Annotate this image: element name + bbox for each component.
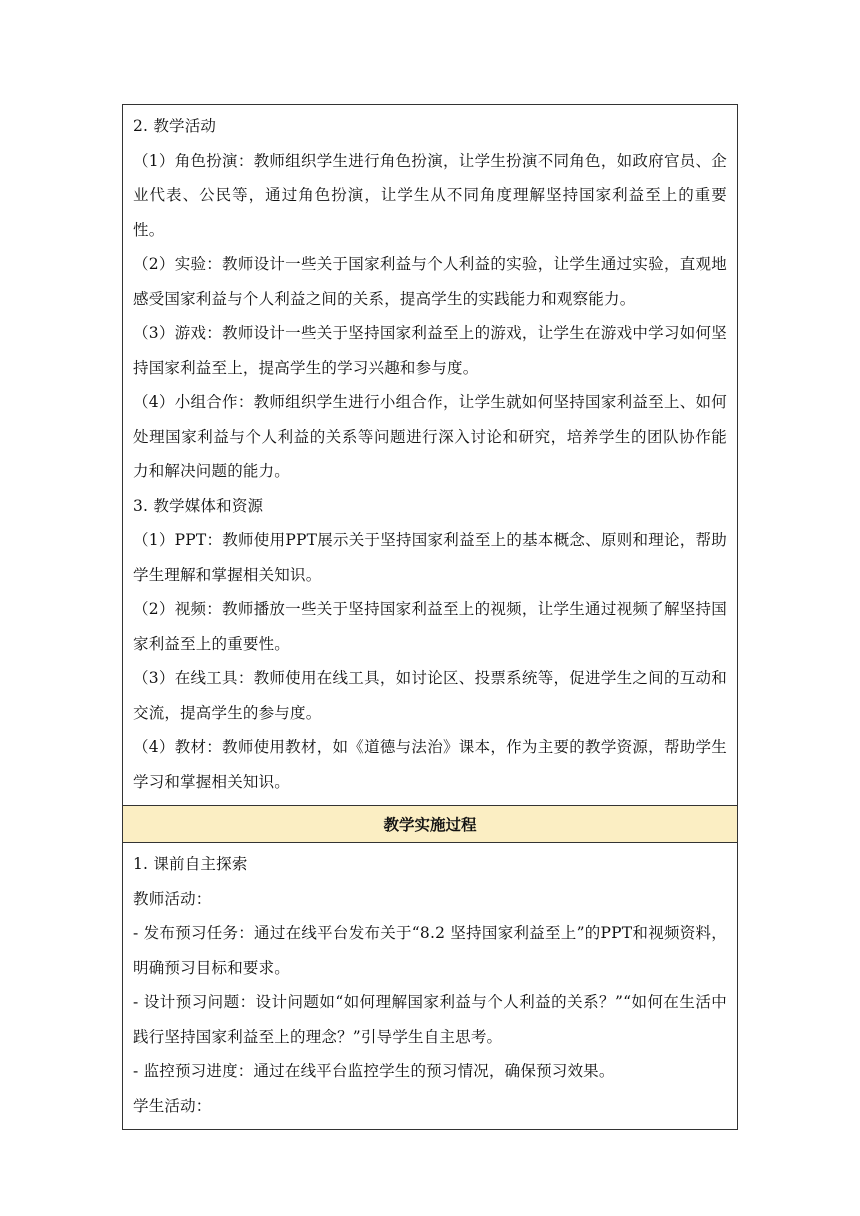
teaching-activities-cell xyxy=(123,105,737,805)
table-header-row xyxy=(123,805,737,843)
paragraph: （1）PPT：教师使用PPT展示关于坚持国家利益至上的基本概念、原则和理论，帮助学生理解和掌握相关知识。 xyxy=(133,531,727,584)
lesson-plan-table xyxy=(122,104,738,1130)
paragraph: 学生活动： xyxy=(133,1096,212,1115)
paragraph: （2）视频：教师播放一些关于坚持国家利益至上的视频，让学生通过视频了解坚持国家利益至上的重要性。 xyxy=(133,600,727,653)
section-heading: 3. 教学媒体和资源 xyxy=(133,496,264,515)
implementation-process-cell xyxy=(123,843,737,1129)
table-header-title: 教学实施过程 xyxy=(383,816,477,834)
paragraph: （4）教材：教师使用教材，如《道德与法治》课本，作为主要的教学资源，帮助学生学习和掌握相关知识。 xyxy=(133,738,727,791)
paragraph: （3）在线工具：教师使用在线工具，如讨论区、投票系统等，促进学生之间的互动和交流，提高学生的参与度。 xyxy=(133,669,727,722)
paragraph: （3）游戏：教师设计一些关于坚持国家利益至上的游戏，让学生在游戏中学习如何坚持国家利益至上，提高学生的学习兴趣和参与度。 xyxy=(133,324,727,377)
paragraph: - 发布预习任务：通过在线平台发布关于“8.2 坚持国家利益至上”的PPT和视频资料，明确预习目标和要求。 xyxy=(133,924,727,977)
section-heading: 1. 课前自主探索 xyxy=(133,855,248,873)
paragraph: （4）小组合作：教师组织学生进行小组合作，让学生就如何坚持国家利益至上、如何处理国家利益与个人利益的关系等问题进行深入讨论和研究，培养学生的团队协作能力和解决问题的能力。 xyxy=(133,393,727,480)
paragraph: （1）角色扮演：教师组织学生进行角色扮演，让学生扮演不同角色，如政府官员、企业代表、公民等，通过角色扮演，让学生从不同角度理解坚持国家利益至上的重要性。 xyxy=(133,151,727,239)
paragraph: （2）实验：教师设计一些关于国家利益与个人利益的实验，让学生通过实验，直观地感受国家利益与个人利益之间的关系，提高学生的实践能力和观察能力。 xyxy=(133,255,727,308)
paragraph: 教师活动： xyxy=(133,889,212,908)
paragraph: - 设计预习问题：设计问题如“如何理解国家利益与个人利益的关系？”“如何在生活中践行坚持国家利益至上的理念？”引导学生自主思考。 xyxy=(133,993,727,1046)
paragraph: - 监控预习进度：通过在线平台监控学生的预习情况，确保预习效果。 xyxy=(133,1062,615,1080)
section-heading: 2. 教学活动 xyxy=(133,117,217,135)
